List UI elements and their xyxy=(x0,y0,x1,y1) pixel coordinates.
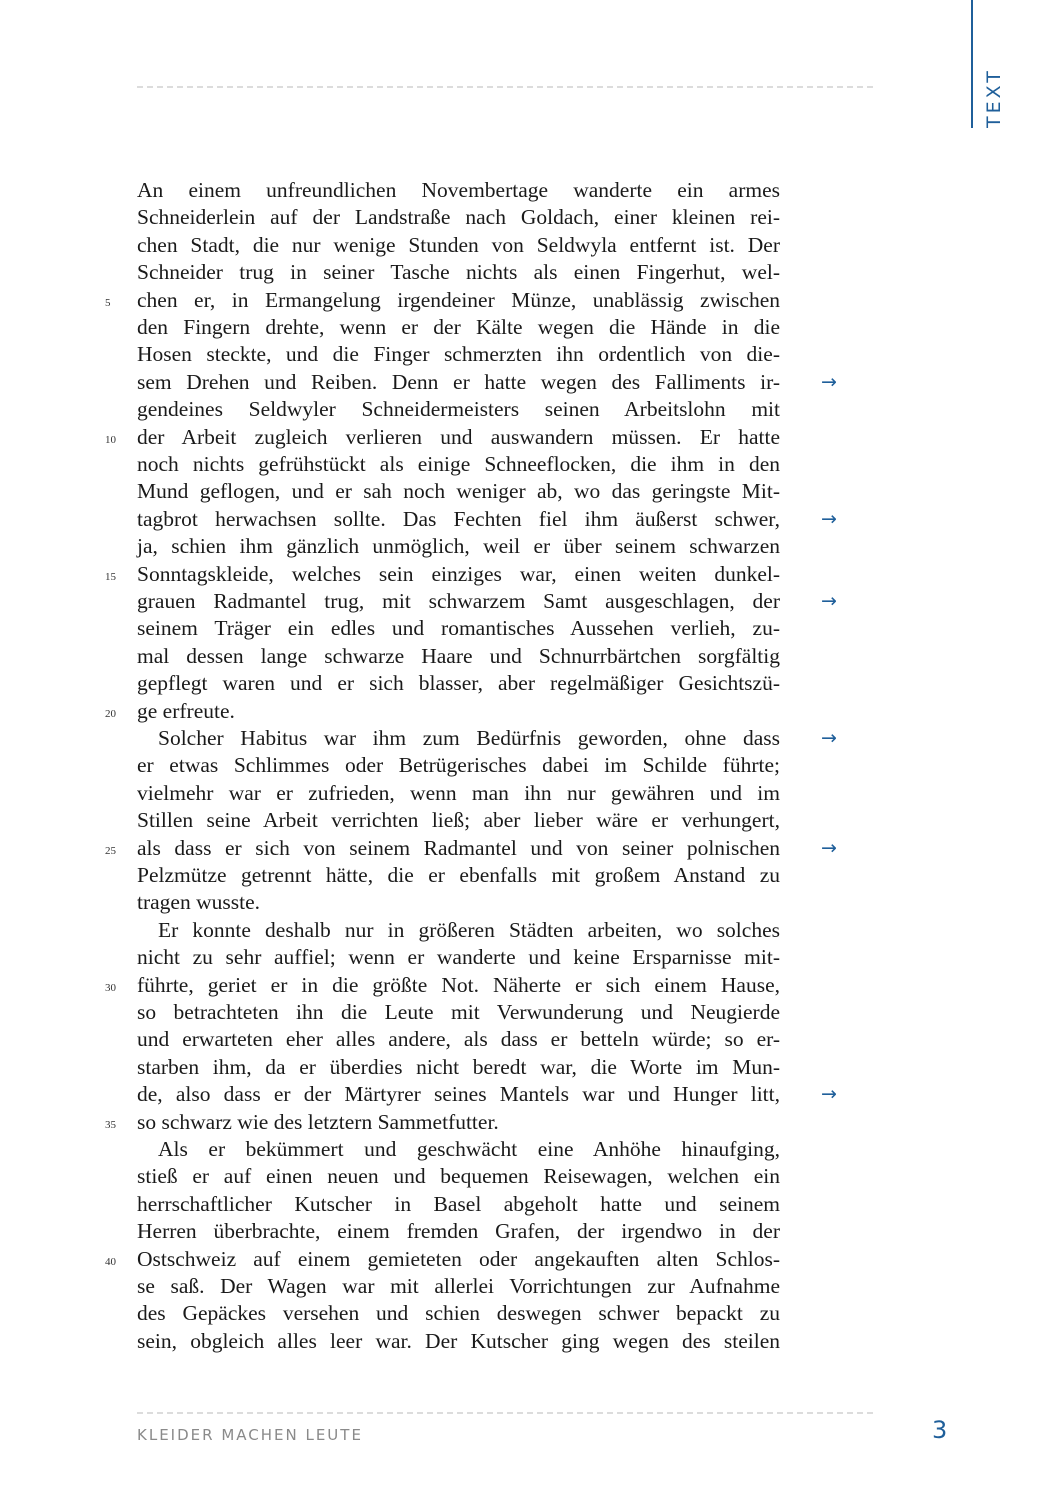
line-number: 40 xyxy=(105,1255,116,1268)
margin-arrow-icon: → xyxy=(821,727,837,749)
text-line: so betrachteten ihn die Leute mit Verwunderung und Neugierde xyxy=(137,1000,780,1024)
line-number: 25 xyxy=(105,844,116,857)
line-number: 10 xyxy=(105,433,116,446)
text-line: An einem unfreundlichen Novembertage wanderte ein armes xyxy=(137,178,780,202)
margin-arrow-icon: → xyxy=(821,836,837,859)
text-line: sein, obgleich alles leer war. Der Kutscher ging wegen des steilen xyxy=(137,1328,780,1353)
line-number: 15 xyxy=(105,570,116,583)
line-number: 30 xyxy=(105,981,116,994)
text-line: grauen Radmantel trug, mit schwarzem Samt ausgeschlagen, der xyxy=(137,589,780,613)
margin-arrow-icon: → xyxy=(821,1083,837,1106)
text-line: als dass er sich von seinem Radmantel und von seiner polnischen xyxy=(137,835,780,860)
text-line: des Gepäckes versehen und schien deswegen schwer bepackt zu xyxy=(137,1301,780,1326)
text-line: chen er, in Ermangelung irgendeiner Münze, unablässig zwischen xyxy=(137,287,780,312)
header-divider xyxy=(137,86,873,88)
text-line: gendeines Seldwyler Schneidermeisters seinen Arbeitslohn mit xyxy=(137,397,780,422)
line-number: 20 xyxy=(105,707,116,720)
text-line: herrschaftlicher Kutscher in Basel abgeholt hatte und seinem xyxy=(137,1191,780,1216)
text-line: der Arbeit zugleich verlieren und auswandern müssen. Er hatte xyxy=(137,424,780,449)
text-line: ja, schien ihm gänzlich unmöglich, weil er über seinem schwarzen xyxy=(137,534,780,559)
text-line: Stillen seine Arbeit verrichten ließ; aber lieber wäre er verhungert, xyxy=(137,808,780,833)
line-number: 35 xyxy=(105,1118,116,1131)
text-line: se saß. Der Wagen war mit allerlei Vorrichtungen zur Aufnahme xyxy=(137,1274,780,1298)
section-marker-rule xyxy=(971,0,973,128)
margin-arrow-icon: → xyxy=(821,370,837,393)
page-number: 3 xyxy=(932,1416,948,1444)
text-line: gepflegt waren und er sich blasser, aber regelmäßiger Gesichtszü- xyxy=(137,671,780,696)
text-line: starben ihm, da er überdies nicht beredt war, die Worte im Mun- xyxy=(137,1054,780,1079)
text-line: und erwarteten eher alles andere, als dass er betteln würde; so er- xyxy=(137,1027,780,1052)
text-line: so schwarz wie des letztern Sammetfutter. xyxy=(137,1109,499,1134)
text-line: den Fingern drehte, wenn er der Kälte wegen die Hände in die xyxy=(137,315,780,339)
footer-divider xyxy=(137,1412,873,1414)
text-line: nicht zu sehr auffiel; wenn er wanderte und keine Ersparnisse mit- xyxy=(137,945,780,970)
text-line: Ostschweiz auf einem gemieteten oder angekauften alten Schlos- xyxy=(137,1246,780,1271)
text-line: Er konnte deshalb nur in größeren Städten arbeiten, wo solches xyxy=(158,917,780,942)
text-line: tragen wusste. xyxy=(137,890,260,915)
section-label xyxy=(983,68,1005,128)
text-line: Als er bekümmert und geschwächt eine Anhöhe hinaufging, xyxy=(158,1137,780,1161)
text-line: de, also dass er der Märtyrer seines Mantels war und Hunger litt, xyxy=(137,1082,780,1107)
margin-arrow-icon: → xyxy=(821,507,837,530)
text-line: Solcher Habitus war ihm zum Bedürfnis geworden, ohne dass xyxy=(158,726,780,750)
text-line: stieß er auf einen neuen und bequemen Reisewagen, welchen ein xyxy=(137,1164,780,1189)
text-line: Hosen steckte, und die Finger schmerzten ihn ordentlich von die- xyxy=(137,342,780,367)
footer-book-title: KLEIDER MACHEN LEUTE xyxy=(137,1426,363,1444)
margin-arrow-icon: → xyxy=(821,590,837,612)
line-number: 5 xyxy=(105,296,111,309)
text-line: noch nichts gefrühstückt als einige Schneeflocken, die ihm in den xyxy=(137,452,780,476)
text-line: chen Stadt, die nur wenige Stunden von Seldwyla entfernt ist. Der xyxy=(137,232,780,257)
text-line: Pelzmütze getrennt hätte, die er ebenfalls mit großem Anstand zu xyxy=(137,863,780,887)
section-label-text: TEXT xyxy=(983,68,1005,128)
text-line: er etwas Schlimmes oder Betrügerisches dabei im Schilde führte; xyxy=(137,753,780,778)
text-line: Schneider trug in seiner Tasche nichts als einen Fingerhut, wel- xyxy=(137,260,780,285)
text-line: Mund geflogen, und er sah noch weniger ab, wo das geringste Mit- xyxy=(137,479,780,504)
text-line: führte, geriet er in die größte Not. Näherte er sich einem Hause, xyxy=(137,972,780,997)
text-line: vielmehr war er zufrieden, wenn man ihn nur gewähren und im xyxy=(137,780,780,805)
text-line: ge erfreute. xyxy=(137,698,235,723)
text-line: Herren überbrachte, einem fremden Grafen, der irgendwo in der xyxy=(137,1219,780,1244)
text-line: seinem Träger ein edles und romantisches Aussehen verlieh, zu- xyxy=(137,616,780,641)
text-line: tagbrot herwachsen sollte. Das Fechten fiel ihm äußerst schwer, xyxy=(137,506,780,531)
text-line: mal dessen lange schwarze Haare und Schnurrbärtchen sorgfältig xyxy=(137,643,780,668)
text-line: Schneiderlein auf der Landstraße nach Goldach, einer kleinen rei- xyxy=(137,205,780,230)
text-line: sem Drehen und Reiben. Denn er hatte wegen des Falliments ir- xyxy=(137,369,780,394)
text-line: Sonntagskleide, welches sein einziges war, einen weiten dunkel- xyxy=(137,561,780,586)
